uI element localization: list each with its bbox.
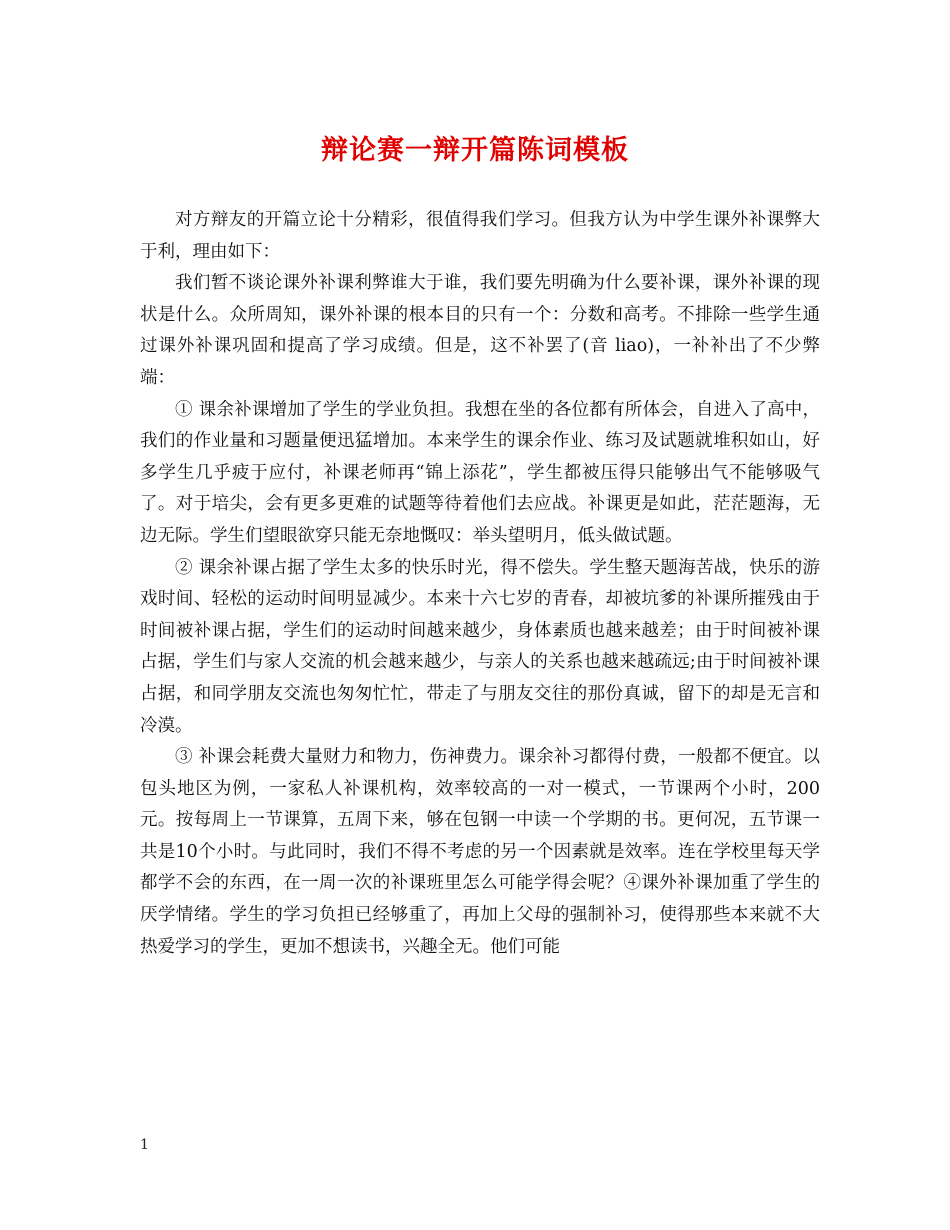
paragraph-point-3: ③ 补课会耗费大量财力和物力，伤神费力。课余补习都得付费，一般都不便宜。以包头地区为例，一家私人补课机构，效率较高的一对一模式，一节课两个小时，200元。按每周上一节课算，五周下来，够在包钢一中读一个学期的书。更何况，五节课一共是10个小时。与此同时，我们不得不考虑的另一个因素就是效率。连在学校里每天学都学不会的东西，在一周一次的补课班里怎么可能学得会呢？④课外补课加重了学生的厌学情绪。学生的学习负担已经够重了，再加上父母的强制补习，使得那些本来就不大热爱学习的学生，更加不想读书，兴趣全无。他们可能 [140, 747, 820, 957]
page-number: 1 [140, 1137, 149, 1153]
document-title: 辩论赛一辩开篇陈词模板 [321, 135, 629, 166]
paragraph-intro: 对方辩友的开篇立论十分精彩，很值得我们学习。但我方认为中学生课外补课弊大于利，理由如下： [140, 210, 820, 262]
paragraph-context: 我们暂不谈论课外补课利弊谁大于谁，我们要先明确为什么要补课，课外补课的现状是什么。众所周知，课外补课的根本目的只有一个：分数和高考。不排除一些学生通过课外补课巩固和提高了学习成绩。但是，这不补罢了(音 liao)，一补补出了不少弊端： [140, 273, 820, 388]
paragraph-point-1: ① 课余补课增加了学生的学业负担。我想在坐的各位都有所体会，自进入了高中，我们的作业量和习题量便迅猛增加。本来学生的课余作业、练习及试题就堆积如山，好多学生几乎疲于应付，补课老师再“锦上添花”，学生都被压得只能够出气不能够吸气了。对于培尖，会有更多更难的试题等待着他们去应战。补课更是如此，茫茫题海，无边无际。学生们望眼欲穿只能无奈地慨叹：举头望明月，低头做试题。 [140, 399, 820, 546]
paragraph-point-2: ② 课余补课占据了学生太多的快乐时光，得不偿失。学生整天题海苦战，快乐的游戏时间、轻松的运动时间明显减少。本来十六七岁的青春，却被坑爹的补课所摧残由于时间被补课占据，学生们的运动时间越来越少，身体素质也越来越差；由于时间被补课占据，学生们与家人交流的机会越来越少，与亲人的关系也越来越疏远;由于时间被补课占据，和同学朋友交流也匆匆忙忙，带走了与朋友交往的那份真诚，留下的却是无言和冷漠。 [140, 557, 820, 736]
document-body [140, 205, 820, 963]
